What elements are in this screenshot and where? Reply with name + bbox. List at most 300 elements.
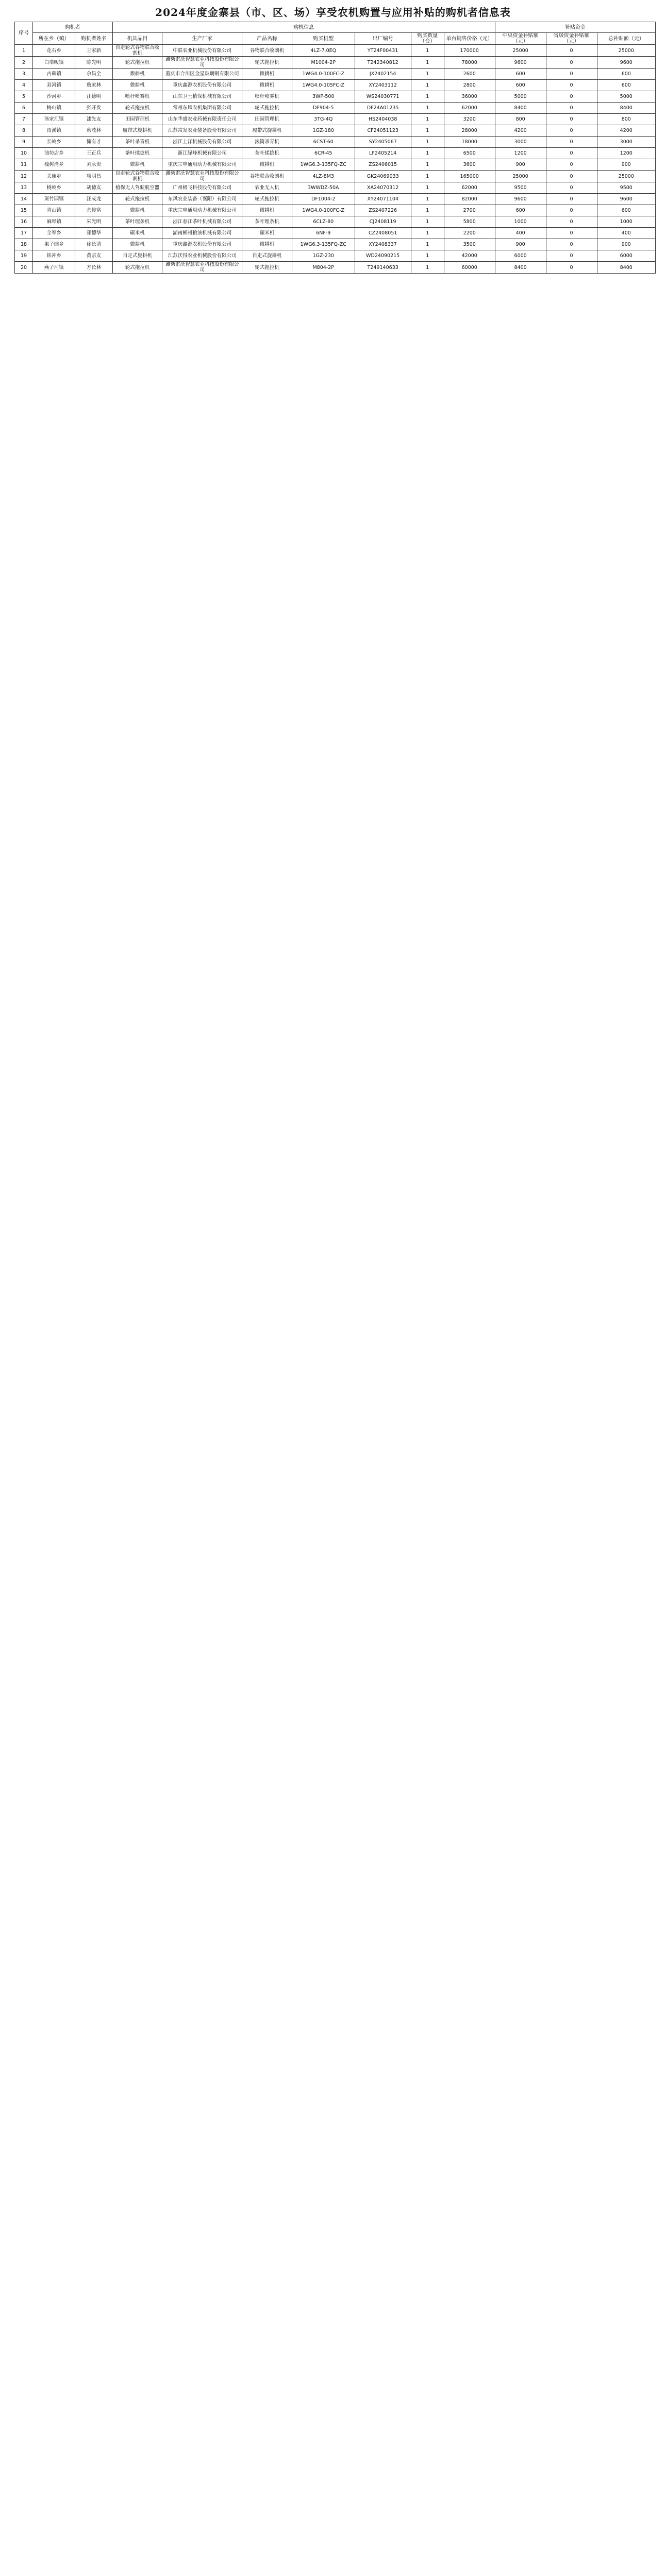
row-buyer-name: 胡德友 xyxy=(75,182,112,194)
row-model: 1WG6.3-135FQ-ZC xyxy=(292,159,355,171)
row-province-subsidy: 0 xyxy=(546,182,597,194)
row-central-subsidy: 600 xyxy=(495,205,546,216)
row-central-subsidy: 600 xyxy=(495,69,546,80)
row-model: 3TG-4Q xyxy=(292,114,355,125)
row-total-subsidy: 8400 xyxy=(597,103,655,114)
row-price: 2200 xyxy=(444,228,495,239)
row-factory: 湖南郴州粮油机械有限公司 xyxy=(162,228,242,239)
row-seq: 14 xyxy=(15,194,33,205)
row-serial: ZS2406015 xyxy=(355,159,411,171)
row-product-name: 茶叶揉捻机 xyxy=(242,148,292,159)
header-serial: 出厂编号 xyxy=(355,33,411,45)
row-town: 南溪镇 xyxy=(33,125,75,137)
row-tool-name: 自走式旋耕机 xyxy=(112,250,162,262)
table-row xyxy=(15,91,656,103)
row-total-subsidy: 8400 xyxy=(597,262,655,274)
document-title: 2024年度金寨县（市、区、场）享受农机购置与应用补贴的购机者信息表 xyxy=(155,6,511,19)
row-factory: 浙江春江茶叶机械有限公司 xyxy=(162,216,242,228)
row-tool-name: 植保无人驾驶航空器 xyxy=(112,182,162,194)
row-price: 165000 xyxy=(444,171,495,182)
row-province-subsidy: 0 xyxy=(546,239,597,250)
row-seq: 9 xyxy=(15,137,33,148)
row-total-subsidy: 900 xyxy=(597,159,655,171)
table-row xyxy=(15,239,656,250)
row-tool-name: 田园管理机 xyxy=(112,114,162,125)
row-factory: 浙江绿峰机械有限公司 xyxy=(162,148,242,159)
row-town: 斑竹园镇 xyxy=(33,194,75,205)
row-buyer-name: 朱光明 xyxy=(75,216,112,228)
row-serial: CZ2408051 xyxy=(355,228,411,239)
row-central-subsidy: 800 xyxy=(495,114,546,125)
row-product-name: 微耕机 xyxy=(242,205,292,216)
row-qty: 1 xyxy=(411,205,444,216)
row-product-name: 谷物联合收割机 xyxy=(242,171,292,182)
row-buyer-name: 詹家林 xyxy=(75,80,112,91)
table-row xyxy=(15,194,656,205)
row-serial: GK24069033 xyxy=(355,171,411,182)
row-central-subsidy: 600 xyxy=(495,80,546,91)
row-qty: 1 xyxy=(411,250,444,262)
row-factory: 潍柴雷沃智慧农业科技股份有限公司 xyxy=(162,171,242,182)
row-qty: 1 xyxy=(411,137,444,148)
row-price: 3200 xyxy=(444,114,495,125)
row-tool-name: 微耕机 xyxy=(112,159,162,171)
row-seq: 11 xyxy=(15,159,33,171)
row-qty: 1 xyxy=(411,171,444,182)
row-province-subsidy: 0 xyxy=(546,194,597,205)
row-product-name: 田园管理机 xyxy=(242,114,292,125)
row-product-name: 轮式拖拉机 xyxy=(242,103,292,114)
row-buyer-name: 王正兵 xyxy=(75,148,112,159)
row-model: M1004-2P xyxy=(292,57,355,69)
row-total-subsidy: 25000 xyxy=(597,45,655,57)
row-buyer-name: 方长林 xyxy=(75,262,112,274)
row-serial: T242340812 xyxy=(355,57,411,69)
row-seq: 1 xyxy=(15,45,33,57)
row-buyer-name: 蔡茂林 xyxy=(75,125,112,137)
row-factory: 潍柴雷沃智慧农业科技股份有限公司 xyxy=(162,262,242,274)
row-seq: 15 xyxy=(15,205,33,216)
row-buyer-name: 张开发 xyxy=(75,103,112,114)
row-tool-name: 微耕机 xyxy=(112,239,162,250)
row-product-name: 微耕机 xyxy=(242,159,292,171)
row-buyer-name: 汪成龙 xyxy=(75,194,112,205)
row-product-name: 微耕机 xyxy=(242,69,292,80)
table-row xyxy=(15,80,656,91)
row-province-subsidy: 0 xyxy=(546,57,597,69)
table-row xyxy=(15,57,656,69)
row-factory: 潍柴雷沃智慧农业科技股份有限公司 xyxy=(162,57,242,69)
row-product-name: 滚筒杀青机 xyxy=(242,137,292,148)
row-product-name: 微耕机 xyxy=(242,80,292,91)
row-product-name: 喷杆喷雾机 xyxy=(242,91,292,103)
row-central-subsidy: 9600 xyxy=(495,194,546,205)
table-row xyxy=(15,148,656,159)
row-province-subsidy: 0 xyxy=(546,171,597,182)
row-total-subsidy: 600 xyxy=(597,80,655,91)
row-serial: YT24F00431 xyxy=(355,45,411,57)
table-row xyxy=(15,250,656,262)
table-row xyxy=(15,216,656,228)
row-product-name: 轮式拖拉机 xyxy=(242,194,292,205)
row-product-name: 履带式旋耕机 xyxy=(242,125,292,137)
row-factory: 浙江上洋机械股份有限公司 xyxy=(162,137,242,148)
row-serial: JX2402154 xyxy=(355,69,411,80)
row-province-subsidy: 0 xyxy=(546,228,597,239)
row-seq: 18 xyxy=(15,239,33,250)
row-tool-name: 轮式拖拉机 xyxy=(112,262,162,274)
row-central-subsidy: 9600 xyxy=(495,57,546,69)
row-tool-name: 茶叶理条机 xyxy=(112,216,162,228)
row-price: 2700 xyxy=(444,205,495,216)
row-serial: LF2405214 xyxy=(355,148,411,159)
row-product-name: 农业无人机 xyxy=(242,182,292,194)
row-model: 1GZ-180 xyxy=(292,125,355,137)
row-seq: 17 xyxy=(15,228,33,239)
row-product-name: 谷物联合收割机 xyxy=(242,45,292,57)
row-qty: 1 xyxy=(411,148,444,159)
row-serial: ZS2407226 xyxy=(355,205,411,216)
row-tool-name: 轮式拖拉机 xyxy=(112,103,162,114)
row-price: 170000 xyxy=(444,45,495,57)
row-seq: 20 xyxy=(15,262,33,274)
row-tool-name: 喷杆喷雾机 xyxy=(112,91,162,103)
row-total-subsidy: 9600 xyxy=(597,194,655,205)
row-buyer-name: 汪德明 xyxy=(75,91,112,103)
row-factory: 江苏常发农业装备股份有限公司 xyxy=(162,125,242,137)
row-tool-name: 履带式旋耕机 xyxy=(112,125,162,137)
row-price: 78000 xyxy=(444,57,495,69)
row-central-subsidy: 900 xyxy=(495,159,546,171)
row-serial: XY2403112 xyxy=(355,80,411,91)
row-price: 36000 xyxy=(444,91,495,103)
header-price: 单台销售价格（元） xyxy=(444,33,495,45)
row-buyer-name: 黄宗友 xyxy=(75,250,112,262)
row-seq: 7 xyxy=(15,114,33,125)
row-town: 桃岭乡 xyxy=(33,182,75,194)
row-central-subsidy: 3000 xyxy=(495,137,546,148)
row-central-subsidy: 1200 xyxy=(495,148,546,159)
row-factory: 山东卫士植保机械有限公司 xyxy=(162,91,242,103)
row-province-subsidy: 0 xyxy=(546,103,597,114)
table-row xyxy=(15,159,656,171)
row-town: 果子园乡 xyxy=(33,239,75,250)
row-qty: 1 xyxy=(411,262,444,274)
row-qty: 1 xyxy=(411,80,444,91)
row-qty: 1 xyxy=(411,114,444,125)
row-central-subsidy: 25000 xyxy=(495,45,546,57)
row-factory: 江苏沃得农业机械股份有限公司 xyxy=(162,250,242,262)
header-buyer-group: 购机者 xyxy=(33,22,113,33)
row-total-subsidy: 400 xyxy=(597,228,655,239)
row-model: DF904-5 xyxy=(292,103,355,114)
row-qty: 1 xyxy=(411,103,444,114)
header-model: 购买机型 xyxy=(292,33,355,45)
row-total-subsidy: 600 xyxy=(597,69,655,80)
row-buyer-name: 王家新 xyxy=(75,45,112,57)
table-row xyxy=(15,69,656,80)
row-seq: 4 xyxy=(15,80,33,91)
row-price: 18000 xyxy=(444,137,495,148)
row-total-subsidy: 3000 xyxy=(597,137,655,148)
row-model: 1WG4.0-100FC-Z xyxy=(292,205,355,216)
row-tool-name: 自走轮式谷物联合收割机 xyxy=(112,45,162,57)
row-province-subsidy: 0 xyxy=(546,80,597,91)
header-buyer-name: 购机者姓名 xyxy=(75,33,112,45)
row-price: 6500 xyxy=(444,148,495,159)
row-buyer-name: 余传富 xyxy=(75,205,112,216)
header-machine-group: 购机信息 xyxy=(112,22,495,33)
header-town: 所在乡（镇） xyxy=(33,33,75,45)
row-price: 2600 xyxy=(444,69,495,80)
row-seq: 19 xyxy=(15,250,33,262)
row-price: 82000 xyxy=(444,194,495,205)
row-factory: 常州东风农机集团有限公司 xyxy=(162,103,242,114)
row-price: 3600 xyxy=(444,159,495,171)
row-model: 4LZ-7.0EQ xyxy=(292,45,355,57)
row-town: 铁冲乡 xyxy=(33,250,75,262)
row-factory: 东风农业装备（襄阳）有限公司 xyxy=(162,194,242,205)
row-tool-name: 轮式拖拉机 xyxy=(112,194,162,205)
row-qty: 1 xyxy=(411,194,444,205)
table-row xyxy=(15,137,656,148)
header-tool-name: 机具品目 xyxy=(112,33,162,45)
row-tool-name: 轮式拖拉机 xyxy=(112,57,162,69)
row-price: 62000 xyxy=(444,182,495,194)
row-price: 5800 xyxy=(444,216,495,228)
row-central-subsidy: 400 xyxy=(495,228,546,239)
header-product-name: 产品名称 xyxy=(242,33,292,45)
row-model: 3WP-500 xyxy=(292,91,355,103)
row-seq: 12 xyxy=(15,171,33,182)
row-model: 6CLZ-80 xyxy=(292,216,355,228)
header-qty: 购买数量（台） xyxy=(411,33,444,45)
row-model: 6CST-60 xyxy=(292,137,355,148)
table-header xyxy=(15,22,656,45)
row-town: 燕子河镇 xyxy=(33,262,75,274)
row-province-subsidy: 0 xyxy=(546,45,597,57)
row-central-subsidy: 9500 xyxy=(495,182,546,194)
row-serial: HS2404038 xyxy=(355,114,411,125)
row-qty: 1 xyxy=(411,216,444,228)
row-town: 槐树湾乡 xyxy=(33,159,75,171)
table-body xyxy=(15,45,656,274)
row-model: DF1004-2 xyxy=(292,194,355,205)
row-tool-name: 微耕机 xyxy=(112,80,162,91)
row-buyer-name: 徐长清 xyxy=(75,239,112,250)
row-town: 沙河乡 xyxy=(33,91,75,103)
row-total-subsidy: 1000 xyxy=(597,216,655,228)
row-province-subsidy: 0 xyxy=(546,114,597,125)
row-town: 花石乡 xyxy=(33,45,75,57)
table-row xyxy=(15,171,656,182)
row-buyer-name: 郑德华 xyxy=(75,228,112,239)
row-qty: 1 xyxy=(411,45,444,57)
table-row xyxy=(15,114,656,125)
row-model: 1WG6.3-135FQ-ZC xyxy=(292,239,355,250)
row-town: 古碑镇 xyxy=(33,69,75,80)
row-seq: 5 xyxy=(15,91,33,103)
row-model: 6NF-9 xyxy=(292,228,355,239)
row-price: 60000 xyxy=(444,262,495,274)
row-total-subsidy: 900 xyxy=(597,239,655,250)
row-seq: 10 xyxy=(15,148,33,159)
row-factory: 重庆宗申通用动力机械有限公司 xyxy=(162,159,242,171)
row-buyer-name: 项明昌 xyxy=(75,171,112,182)
row-total-subsidy: 9600 xyxy=(597,57,655,69)
row-town: 麻埠镇 xyxy=(33,216,75,228)
row-province-subsidy: 0 xyxy=(546,69,597,80)
row-central-subsidy: 25000 xyxy=(495,171,546,182)
row-model: 1WG4.0-100FC-Z xyxy=(292,69,355,80)
row-product-name: 碾米机 xyxy=(242,228,292,239)
row-total-subsidy: 25000 xyxy=(597,171,655,182)
row-total-subsidy: 600 xyxy=(597,205,655,216)
row-buyer-name: 漆先友 xyxy=(75,114,112,125)
row-town: 青山镇 xyxy=(33,205,75,216)
row-town: 全军乡 xyxy=(33,228,75,239)
row-province-subsidy: 0 xyxy=(546,148,597,159)
row-buyer-name: 刘永贵 xyxy=(75,159,112,171)
row-province-subsidy: 0 xyxy=(546,262,597,274)
row-seq: 13 xyxy=(15,182,33,194)
row-serial: CF24051123 xyxy=(355,125,411,137)
row-model: M804-2P xyxy=(292,262,355,274)
table-row xyxy=(15,182,656,194)
row-model: 1WG4.0-105FC-Z xyxy=(292,80,355,91)
row-serial: WS24030771 xyxy=(355,91,411,103)
row-price: 28000 xyxy=(444,125,495,137)
row-total-subsidy: 6000 xyxy=(597,250,655,262)
row-serial: XY24071104 xyxy=(355,194,411,205)
row-product-name: 轮式拖拉机 xyxy=(242,57,292,69)
row-central-subsidy: 8400 xyxy=(495,262,546,274)
row-town: 梅山镇 xyxy=(33,103,75,114)
row-buyer-name: 陈先明 xyxy=(75,57,112,69)
row-buyer-name: 余昌全 xyxy=(75,69,112,80)
row-province-subsidy: 0 xyxy=(546,159,597,171)
header-province: 省级资金补贴额（元） xyxy=(546,33,597,45)
row-factory: 重庆市合川区金星玻璃钢有限公司 xyxy=(162,69,242,80)
row-serial: DF24A01235 xyxy=(355,103,411,114)
row-total-subsidy: 4200 xyxy=(597,125,655,137)
row-tool-name: 茶叶揉捻机 xyxy=(112,148,162,159)
row-town: 关庙乡 xyxy=(33,171,75,182)
row-total-subsidy: 1200 xyxy=(597,148,655,159)
row-price: 2800 xyxy=(444,80,495,91)
subsidy-table xyxy=(14,22,656,274)
row-serial: CJ2408119 xyxy=(355,216,411,228)
row-town: 油坊店乡 xyxy=(33,148,75,159)
row-qty: 1 xyxy=(411,57,444,69)
row-central-subsidy: 900 xyxy=(495,239,546,250)
row-serial: WD24090215 xyxy=(355,250,411,262)
row-factory: 山东华盛农业药械有限责任公司 xyxy=(162,114,242,125)
row-qty: 1 xyxy=(411,159,444,171)
row-model: 3WWDZ-50A xyxy=(292,182,355,194)
row-town: 汤家汇镇 xyxy=(33,114,75,125)
row-seq: 3 xyxy=(15,69,33,80)
row-model: 6CR-45 xyxy=(292,148,355,159)
header-subsidy-group: 补贴资金 xyxy=(495,22,655,33)
table-row xyxy=(15,45,656,57)
row-product-name: 微耕机 xyxy=(242,239,292,250)
row-central-subsidy: 5000 xyxy=(495,91,546,103)
row-seq: 8 xyxy=(15,125,33,137)
row-qty: 1 xyxy=(411,69,444,80)
row-qty: 1 xyxy=(411,228,444,239)
row-price: 42000 xyxy=(444,250,495,262)
row-tool-name: 自走轮式谷物联合收割机 xyxy=(112,171,162,182)
row-serial: XA24070312 xyxy=(355,182,411,194)
row-product-name: 茶叶理条机 xyxy=(242,216,292,228)
row-qty: 1 xyxy=(411,91,444,103)
table-row xyxy=(15,205,656,216)
row-central-subsidy: 1000 xyxy=(495,216,546,228)
row-serial: T249140633 xyxy=(355,262,411,274)
table-row xyxy=(15,228,656,239)
table-row xyxy=(15,125,656,137)
row-tool-name: 微耕机 xyxy=(112,205,162,216)
row-serial: SY2405067 xyxy=(355,137,411,148)
row-town: 白塔畈镇 xyxy=(33,57,75,69)
row-factory: 重庆鑫源农机股份有限公司 xyxy=(162,239,242,250)
table-row xyxy=(15,103,656,114)
row-tool-name: 茶叶杀青机 xyxy=(112,137,162,148)
row-province-subsidy: 0 xyxy=(546,91,597,103)
row-town: 长岭乡 xyxy=(33,137,75,148)
row-seq: 16 xyxy=(15,216,33,228)
row-central-subsidy: 4200 xyxy=(495,125,546,137)
row-qty: 1 xyxy=(411,125,444,137)
table-row xyxy=(15,262,656,274)
row-model: 1GZ-230 xyxy=(292,250,355,262)
row-model: 4LZ-8M3 xyxy=(292,171,355,182)
row-buyer-name: 储有才 xyxy=(75,137,112,148)
row-province-subsidy: 0 xyxy=(546,216,597,228)
row-total-subsidy: 5000 xyxy=(597,91,655,103)
row-factory: 广州极飞科技股份有限公司 xyxy=(162,182,242,194)
row-seq: 2 xyxy=(15,57,33,69)
row-seq: 6 xyxy=(15,103,33,114)
row-central-subsidy: 6000 xyxy=(495,250,546,262)
row-price: 3500 xyxy=(444,239,495,250)
row-product-name: 自走式旋耕机 xyxy=(242,250,292,262)
row-serial: XY2408337 xyxy=(355,239,411,250)
row-qty: 1 xyxy=(411,182,444,194)
row-central-subsidy: 8400 xyxy=(495,103,546,114)
row-factory: 重庆宗申通用动力机械有限公司 xyxy=(162,205,242,216)
row-tool-name: 微耕机 xyxy=(112,69,162,80)
row-price: 62000 xyxy=(444,103,495,114)
row-town: 双河镇 xyxy=(33,80,75,91)
row-total-subsidy: 800 xyxy=(597,114,655,125)
row-province-subsidy: 0 xyxy=(546,125,597,137)
row-province-subsidy: 0 xyxy=(546,137,597,148)
row-province-subsidy: 0 xyxy=(546,250,597,262)
row-tool-name: 碾米机 xyxy=(112,228,162,239)
header-factory: 生产厂家 xyxy=(162,33,242,45)
header-total: 总补贴额（元） xyxy=(597,33,655,45)
header-seq: 序号 xyxy=(15,22,33,45)
row-total-subsidy: 9500 xyxy=(597,182,655,194)
row-product-name: 轮式拖拉机 xyxy=(242,262,292,274)
row-factory: 重庆鑫源农机股份有限公司 xyxy=(162,80,242,91)
row-qty: 1 xyxy=(411,239,444,250)
row-factory: 中联农业机械股份有限公司 xyxy=(162,45,242,57)
header-central: 中央资金补贴额（元） xyxy=(495,33,546,45)
row-province-subsidy: 0 xyxy=(546,205,597,216)
